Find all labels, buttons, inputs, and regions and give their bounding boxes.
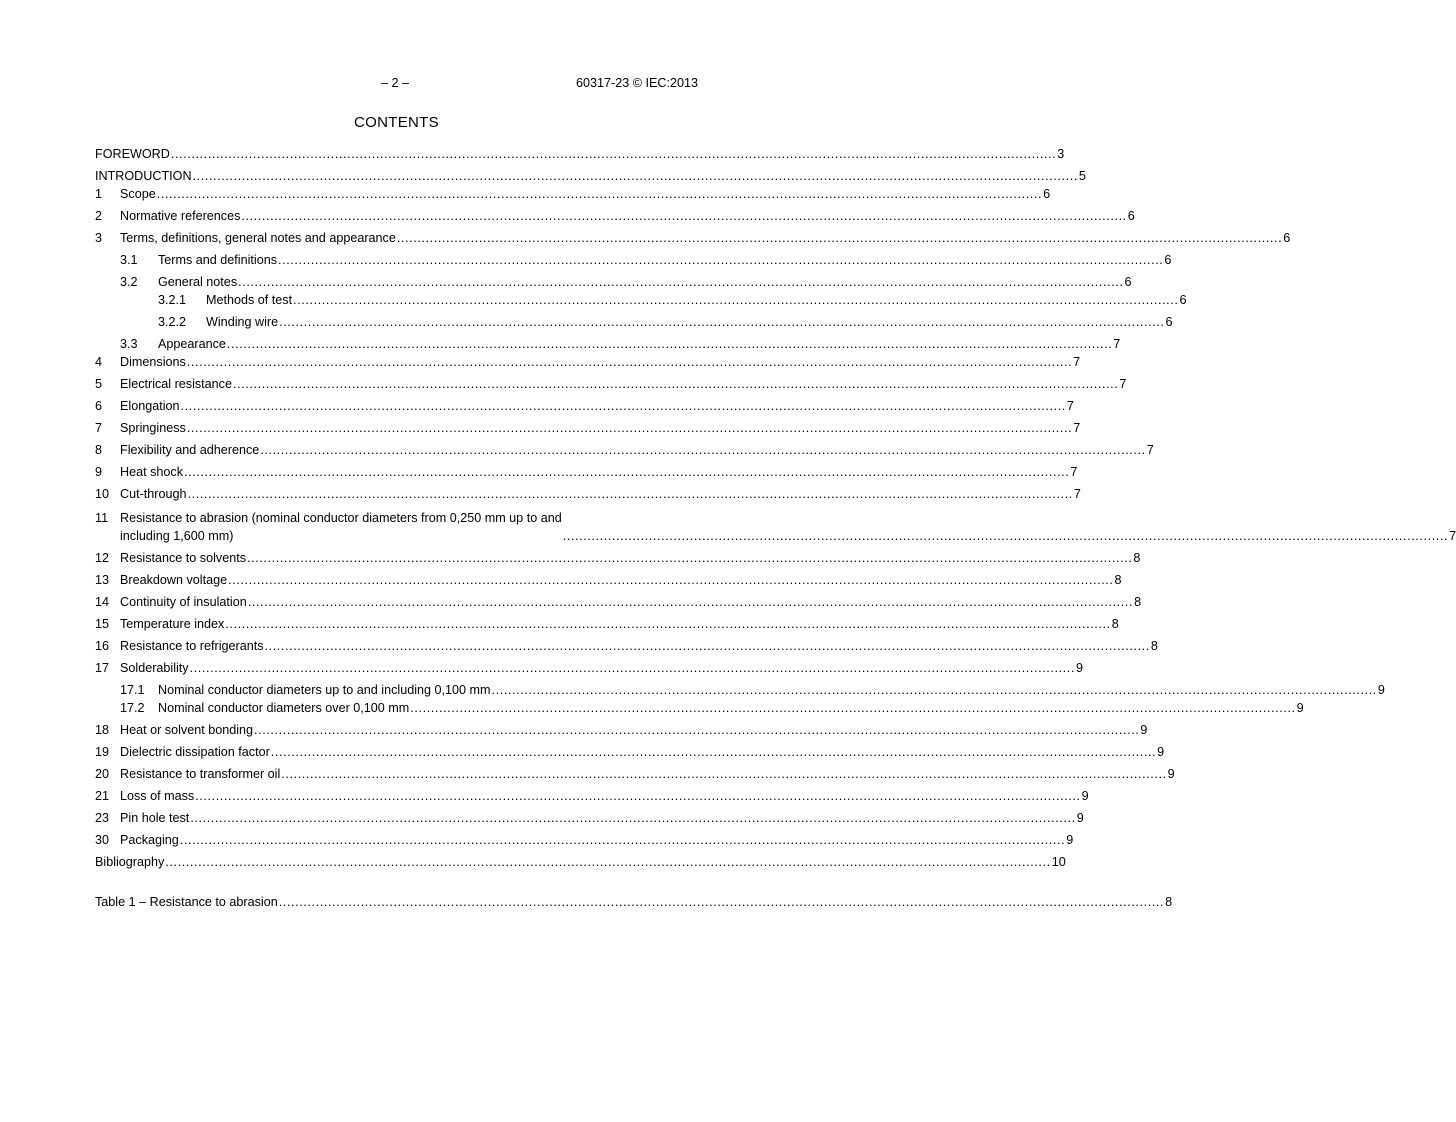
toc-entry-page: 9 (1157, 745, 1165, 759)
table-of-contents (95, 145, 1456, 911)
toc-entry-introduction[interactable] (95, 163, 1086, 185)
toc-entry-18[interactable] (95, 717, 1148, 739)
toc-entry-page: 7 (1073, 487, 1081, 501)
toc-entry-page: 6 (1043, 187, 1051, 201)
toc-entry-19[interactable] (95, 739, 1165, 761)
dot-leader (563, 527, 1448, 545)
toc-entry-number: 20 (95, 767, 110, 781)
dot-leader (195, 787, 1080, 805)
toc-entry-title: Temperature index (120, 617, 225, 631)
toc-entry-number: 12 (95, 551, 110, 565)
toc-entry-number: 7 (95, 421, 103, 435)
toc-entry-title: Electrical resistance (120, 377, 232, 391)
toc-entry-11[interactable] (95, 509, 1456, 545)
toc-entry-number: 3.2 (120, 275, 138, 289)
toc-entry-title: Bibliography (95, 855, 165, 869)
toc-entry-4[interactable] (95, 353, 1081, 371)
toc-entry-page: 6 (1165, 315, 1173, 329)
toc-entry-page: 6 (1179, 293, 1187, 307)
toc-entry-bibliography[interactable] (95, 849, 1066, 871)
toc-entry-page: 9 (1296, 701, 1304, 715)
dot-leader (190, 809, 1075, 827)
toc-entry-3[interactable] (95, 225, 1291, 247)
toc-entry-page: 9 (1066, 833, 1074, 847)
dot-leader (188, 485, 1073, 503)
toc-entry-title: Dielectric dissipation factor (120, 745, 270, 759)
toc-entry-title: Breakdown voltage (120, 573, 228, 587)
dot-leader (233, 375, 1118, 393)
dot-leader (238, 273, 1123, 291)
toc-entry-7[interactable] (95, 415, 1081, 437)
dot-leader (397, 229, 1282, 247)
toc-entry-17[interactable] (95, 655, 1083, 677)
toc-entry-title: FOREWORD (95, 147, 170, 161)
toc-entry-20[interactable] (95, 761, 1175, 783)
toc-entry-6[interactable] (95, 393, 1074, 415)
toc-entry-8[interactable] (95, 437, 1154, 459)
toc-entry-3-2-1[interactable] (95, 291, 1187, 309)
toc-entry-title: Table 1 – Resistance to abrasion (95, 895, 278, 909)
toc-entry-16[interactable] (95, 633, 1158, 655)
dot-leader (241, 207, 1126, 225)
dot-leader (271, 743, 1156, 761)
dot-leader (187, 353, 1072, 371)
toc-entry-title: Winding wire (206, 315, 279, 329)
toc-entry-number: 13 (95, 573, 110, 587)
toc-entry-number: 1 (95, 187, 103, 201)
toc-entry-title: Normative references (120, 209, 241, 223)
toc-entry-17-1[interactable] (95, 677, 1385, 699)
dot-leader (157, 185, 1042, 203)
toc-entry-foreword[interactable] (95, 145, 1065, 163)
dot-leader (293, 291, 1178, 309)
toc-entry-title: Resistance to solvents (120, 551, 246, 565)
toc-entry-title: Terms and definitions (158, 253, 278, 267)
toc-entry-30[interactable] (95, 827, 1074, 849)
toc-entry-page: 7 (1146, 443, 1154, 457)
toc-entry-15[interactable] (95, 611, 1119, 633)
toc-entry-number: 23 (95, 811, 110, 825)
toc-entry-page: 8 (1165, 895, 1173, 909)
dot-leader (260, 441, 1145, 459)
toc-entry-title: Cut-through (120, 487, 187, 501)
toc-entry-13[interactable] (95, 567, 1122, 589)
toc-entry-page: 9 (1076, 811, 1084, 825)
toc-entry-page: 6 (1127, 209, 1135, 223)
toc-entry-page: 7 (1066, 399, 1074, 413)
toc-entry-title: Nominal conductor diameters over 0,100 mm (158, 701, 410, 715)
dot-leader (193, 167, 1078, 185)
toc-entry-title: Terms, definitions, general notes and appearance (120, 231, 396, 245)
dot-leader (227, 335, 1112, 353)
toc-entry-page: 8 (1150, 639, 1158, 653)
toc-entry-5[interactable] (95, 371, 1127, 393)
toc-entry-page: 8 (1111, 617, 1119, 631)
toc-entry-number: 5 (95, 377, 103, 391)
toc-entry-title: Springiness (120, 421, 186, 435)
toc-entry-page: 3 (1057, 147, 1065, 161)
toc-entry-title: Methods of test (206, 293, 293, 307)
toc-entry-number: 19 (95, 745, 110, 759)
toc-entry-title: Loss of mass (120, 789, 195, 803)
toc-entry-number: 4 (95, 355, 103, 369)
toc-entry-page: 6 (1124, 275, 1132, 289)
toc-entry-title: Appearance (158, 337, 226, 351)
toc-entry-title-line1: Resistance to abrasion (nominal conductor diameters from 0,250 mm up to and (120, 511, 562, 525)
dot-leader (247, 549, 1132, 567)
dot-leader (254, 721, 1139, 739)
toc-entry-3-2-2[interactable] (95, 309, 1173, 331)
toc-entry-page: 9 (1167, 767, 1175, 781)
toc-entry-page: 8 (1134, 595, 1142, 609)
dot-leader (279, 313, 1164, 331)
toc-entry-1[interactable] (95, 185, 1051, 203)
toc-entry-title: Continuity of insulation (120, 595, 247, 609)
toc-entry-12[interactable] (95, 545, 1141, 567)
toc-entry-number: 3 (95, 231, 103, 245)
toc-entry-number: 3.3 (120, 337, 138, 351)
toc-entry-23[interactable] (95, 805, 1084, 827)
dot-leader (281, 765, 1166, 783)
toc-entry-title-line2: including 1,600 mm) (120, 529, 234, 543)
toc-entry-page: 9 (1140, 723, 1148, 737)
toc-entry-title: Scope (120, 187, 156, 201)
toc-entry-page: 7 (1070, 465, 1078, 479)
dot-leader (187, 419, 1072, 437)
dot-leader (171, 145, 1056, 163)
dot-leader (492, 681, 1377, 699)
toc-entry-number: 3.1 (120, 253, 138, 267)
toc-entry-page: 9 (1081, 789, 1089, 803)
toc-entry-title: Resistance to refrigerants (120, 639, 264, 653)
toc-entry-page: 7 (1449, 529, 1456, 543)
toc-entry-10[interactable] (95, 481, 1081, 503)
dot-leader (225, 615, 1110, 633)
toc-entry-title: INTRODUCTION (95, 169, 192, 183)
toc-entry-number: 21 (95, 789, 110, 803)
toc-entry-number: 3.2.2 (158, 315, 187, 329)
toc-entry-number: 15 (95, 617, 110, 631)
dot-leader (180, 831, 1065, 849)
dot-leader (165, 853, 1050, 871)
toc-entry-title: Flexibility and adherence (120, 443, 260, 457)
toc-entry-page: 9 (1075, 661, 1083, 675)
toc-entry-14[interactable] (95, 589, 1142, 611)
toc-entry-21[interactable] (95, 783, 1089, 805)
toc-entry-9[interactable] (95, 459, 1078, 481)
toc-entry-title: General notes (158, 275, 238, 289)
toc-entry-number: 2 (95, 209, 103, 223)
toc-entry-page: 8 (1133, 551, 1141, 565)
toc-entry-number: 8 (95, 443, 103, 457)
toc-entry-number: 18 (95, 723, 110, 737)
dot-leader (184, 463, 1069, 481)
document-reference: 60317-23 © IEC:2013 (575, 76, 698, 90)
toc-entry-number: 30 (95, 833, 110, 847)
toc-entry-page: 9 (1377, 683, 1385, 697)
toc-entry-number: 10 (95, 487, 110, 501)
toc-entry-2[interactable] (95, 203, 1135, 225)
toc-entry-page: 7 (1113, 337, 1121, 351)
toc-entry-page: 6 (1164, 253, 1172, 267)
toc-entry-number: 17.1 (120, 683, 145, 697)
toc-entry-title: Nominal conductor diameters up to and including 0,100 mm (158, 683, 491, 697)
toc-entry-title: Pin hole test (120, 811, 190, 825)
toc-entry-page: 7 (1119, 377, 1127, 391)
toc-entry-title: Elongation (120, 399, 180, 413)
page-number: – 2 – (380, 76, 409, 90)
toc-entry-table-1[interactable] (95, 893, 1173, 911)
dot-leader (190, 659, 1075, 677)
toc-entry-number: 11 (95, 511, 109, 525)
dot-leader (278, 251, 1163, 269)
dot-leader (228, 571, 1113, 589)
toc-entry-page: 5 (1078, 169, 1086, 183)
dot-leader (410, 699, 1295, 717)
toc-entry-number: 6 (95, 399, 103, 413)
toc-entry-number: 16 (95, 639, 110, 653)
toc-entry-title: Heat or solvent bonding (120, 723, 254, 737)
toc-entry-title: Heat shock (120, 465, 183, 479)
toc-entry-title: Packaging (120, 833, 179, 847)
toc-entry-number: 17.2 (120, 701, 145, 715)
toc-entry-page: 8 (1114, 573, 1122, 587)
toc-entry-number: 14 (95, 595, 110, 609)
toc-entry-3-1[interactable] (95, 247, 1172, 269)
toc-entry-page: 10 (1051, 855, 1066, 869)
toc-entry-page: 6 (1283, 231, 1291, 245)
toc-entry-title: Solderability (120, 661, 189, 675)
toc-entry-number: 17 (95, 661, 110, 675)
toc-entry-3-3[interactable] (95, 331, 1121, 353)
toc-entry-3-2[interactable] (95, 269, 1132, 291)
dot-leader (181, 397, 1066, 415)
toc-entry-page: 7 (1073, 421, 1081, 435)
contents-title: CONTENTS (354, 114, 439, 131)
toc-entry-title: Dimensions (120, 355, 186, 369)
toc-entry-17-2[interactable] (95, 699, 1304, 717)
dot-leader (265, 637, 1150, 655)
toc-entry-number: 9 (95, 465, 103, 479)
toc-entry-number: 3.2.1 (158, 293, 187, 307)
toc-entry-page: 7 (1073, 355, 1081, 369)
dot-leader (248, 593, 1133, 611)
toc-entry-title: Resistance to transformer oil (120, 767, 281, 781)
dot-leader (279, 893, 1164, 911)
